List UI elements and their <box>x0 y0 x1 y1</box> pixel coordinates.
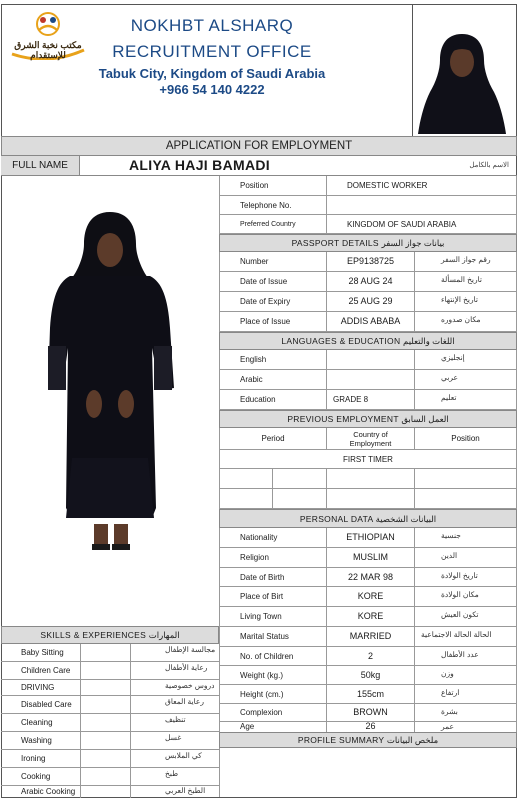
height-label: Height (cm.) <box>220 685 327 704</box>
period-header: Period <box>220 428 327 450</box>
place-of-birth-label: Place of Birt <box>220 587 327 607</box>
children-label: No. of Children <box>220 647 327 666</box>
place-of-issue-label-ar: مكان صدوره <box>415 312 517 332</box>
full-name-row <box>1 156 517 176</box>
full-name-label-ar: الاسم بالكامل <box>469 162 509 169</box>
weight-label: Weight (kg.) <box>220 666 327 685</box>
preferred-country-label: Preferred Country <box>220 215 327 234</box>
header-divider <box>412 4 413 136</box>
skill-value <box>81 732 131 750</box>
passport-section-title: PASSPORT DETAILS بيانات جواز السفر <box>219 234 517 252</box>
employment-cell <box>415 469 517 489</box>
children-value: 2 <box>327 647 415 666</box>
passport-number-value: EP9138725 <box>327 252 415 272</box>
place-of-birth-value: KORE <box>327 587 415 607</box>
passport-number-label: Number <box>220 252 327 272</box>
religion-value: MUSLIM <box>327 548 415 568</box>
profile-summary-title: PROFILE SUMMARY ملخص البيانات <box>219 732 517 748</box>
first-timer-note: FIRST TIMER <box>220 450 517 469</box>
children-label-ar: عدد الأطفال <box>415 647 517 666</box>
skill-label-ar: الطبخ العربي <box>165 786 206 795</box>
skill-label-ar: طبخ <box>131 768 219 786</box>
skill-label: Ironing <box>1 750 81 768</box>
religion-label-ar: الدين <box>415 548 517 568</box>
skill-label-ar: رعاية المعاق <box>131 696 219 714</box>
arabic-label: Arabic <box>220 370 327 390</box>
org-name: NOKHBT ALSHARQ <box>130 16 294 35</box>
skill-value <box>81 768 131 786</box>
employment-cell <box>220 469 273 489</box>
position-value: DOMESTIC WORKER <box>327 176 517 196</box>
education-value: GRADE 8 <box>327 390 415 410</box>
org-city: Tabuk City, Kingdom of Saudi Arabia <box>98 66 326 81</box>
logo-text: مكتب نخبة الشرق للإستقدام <box>14 40 82 60</box>
skill-label: Baby Sitting <box>1 644 81 662</box>
skill-label-ar: دروس خصوصية <box>131 680 219 696</box>
date-of-expiry-label-ar: تاريخ الإنتهاء <box>415 292 517 312</box>
date-of-expiry-label: Date of Expiry <box>220 292 327 312</box>
applicant-headshot <box>416 30 508 134</box>
skill-label: Cleaning <box>1 714 81 732</box>
living-town-label-ar: تكون العيش <box>415 607 517 627</box>
date-of-birth-label-ar: تاريخ الولادة <box>415 568 517 587</box>
employment-cell <box>220 489 273 509</box>
date-of-issue-label-ar: تاريخ المسألة <box>415 272 517 292</box>
arabic-value <box>327 370 415 390</box>
previous-employment-title: PREVIOUS EMPLOYMENT العمل السابق <box>219 410 517 428</box>
religion-label: Religion <box>220 548 327 568</box>
personal-data-title: PERSONAL DATA البيانات الشخصية <box>219 509 517 528</box>
marital-status-label: Marital Status <box>220 627 327 647</box>
skill-value <box>81 750 131 768</box>
age-value: 26 <box>327 722 415 732</box>
skill-value <box>81 696 131 714</box>
marital-status-label-ar: الحالة الحالة الاجتماعية <box>415 627 517 647</box>
age-label-ar: عمر <box>415 722 517 732</box>
application-title: APPLICATION FOR EMPLOYMENT <box>1 136 517 156</box>
living-town-value: KORE <box>327 607 415 627</box>
complexion-label-ar: بشرة <box>415 704 517 722</box>
weight-value: 50kg <box>327 666 415 685</box>
skill-label: Arabic Cooking <box>1 786 81 798</box>
skill-value <box>81 644 131 662</box>
english-value <box>327 350 415 370</box>
place-of-issue-value: ADDIS ABABA <box>327 312 415 332</box>
full-name-label: FULL NAME <box>1 156 80 175</box>
position-label: Position <box>220 176 327 196</box>
employment-cell <box>327 469 415 489</box>
skill-label: Washing <box>1 732 81 750</box>
skill-value <box>81 786 131 798</box>
date-of-issue-value: 28 AUG 24 <box>327 272 415 292</box>
nationality-value: ETHIOPIAN <box>327 528 415 548</box>
skill-value <box>81 714 131 732</box>
nationality-label-ar: جنسية <box>415 528 517 548</box>
skill-label-ar: تنظيف <box>131 714 219 732</box>
date-of-birth-label: Date of Birth <box>220 568 327 587</box>
skill-label-ar: كي الملابس <box>131 750 219 768</box>
complexion-value: BROWN <box>327 704 415 722</box>
english-label-ar: إنجليزي <box>415 350 517 370</box>
english-label: English <box>220 350 327 370</box>
preferred-country-value: KINGDOM OF SAUDI ARABIA <box>327 215 517 234</box>
org-office: RECRUITMENT OFFICE <box>112 42 312 61</box>
age-label: Age <box>220 722 327 732</box>
arabic-label-ar: عربي <box>415 370 517 390</box>
employment-cell <box>273 469 327 489</box>
org-phone: +966 54 140 4222 <box>159 82 265 97</box>
skills-section-title: SKILLS & EXPERIENCES المهارات <box>1 626 219 644</box>
place-of-issue-label: Place of Issue <box>220 312 327 332</box>
skill-label-ar: مجالسة الإطفال <box>131 644 219 662</box>
skill-value <box>81 662 131 680</box>
skill-label-ar: غسل <box>131 732 219 750</box>
full-name-value: ALIYA HAJI BAMADI <box>129 157 270 173</box>
telephone-value <box>327 196 517 215</box>
passport-number-label-ar: رقم جواز السفر <box>415 252 517 272</box>
nationality-label: Nationality <box>220 528 327 548</box>
date-of-expiry-value: 25 AUG 29 <box>327 292 415 312</box>
telephone-label: Telephone No. <box>220 196 327 215</box>
date-of-birth-value: 22 MAR 98 <box>327 568 415 587</box>
employment-cell <box>327 489 415 509</box>
languages-section-title: LANGUAGES & EDUCATION اللغات والتعليم <box>219 332 517 350</box>
complexion-label: Complexion <box>220 704 327 722</box>
place-of-birth-label-ar: مكان الولادة <box>415 587 517 607</box>
weight-label-ar: وزن <box>415 666 517 685</box>
applicant-full-photo <box>2 178 219 626</box>
height-value: 155cm <box>327 685 415 704</box>
skill-label: Children Care <box>1 662 81 680</box>
skill-label: Cooking <box>1 768 81 786</box>
education-label-ar: تعليم <box>415 390 517 410</box>
employment-cell <box>273 489 327 509</box>
marital-status-value: MARRIED <box>327 627 415 647</box>
education-label: Education <box>220 390 327 410</box>
skill-value <box>81 680 131 696</box>
date-of-issue-label: Date of Issue <box>220 272 327 292</box>
living-town-label: Living Town <box>220 607 327 627</box>
country-of-employment-header: Country of Employment <box>327 428 415 450</box>
position-header: Position <box>415 428 517 450</box>
skill-label: DRIVING <box>1 680 81 696</box>
skill-label-ar: رعاية الأطفال <box>131 662 219 680</box>
employment-cell <box>415 489 517 509</box>
skill-label: Disabled Care <box>1 696 81 714</box>
company-logo <box>6 10 90 72</box>
height-label-ar: ارتفاع <box>415 685 517 704</box>
